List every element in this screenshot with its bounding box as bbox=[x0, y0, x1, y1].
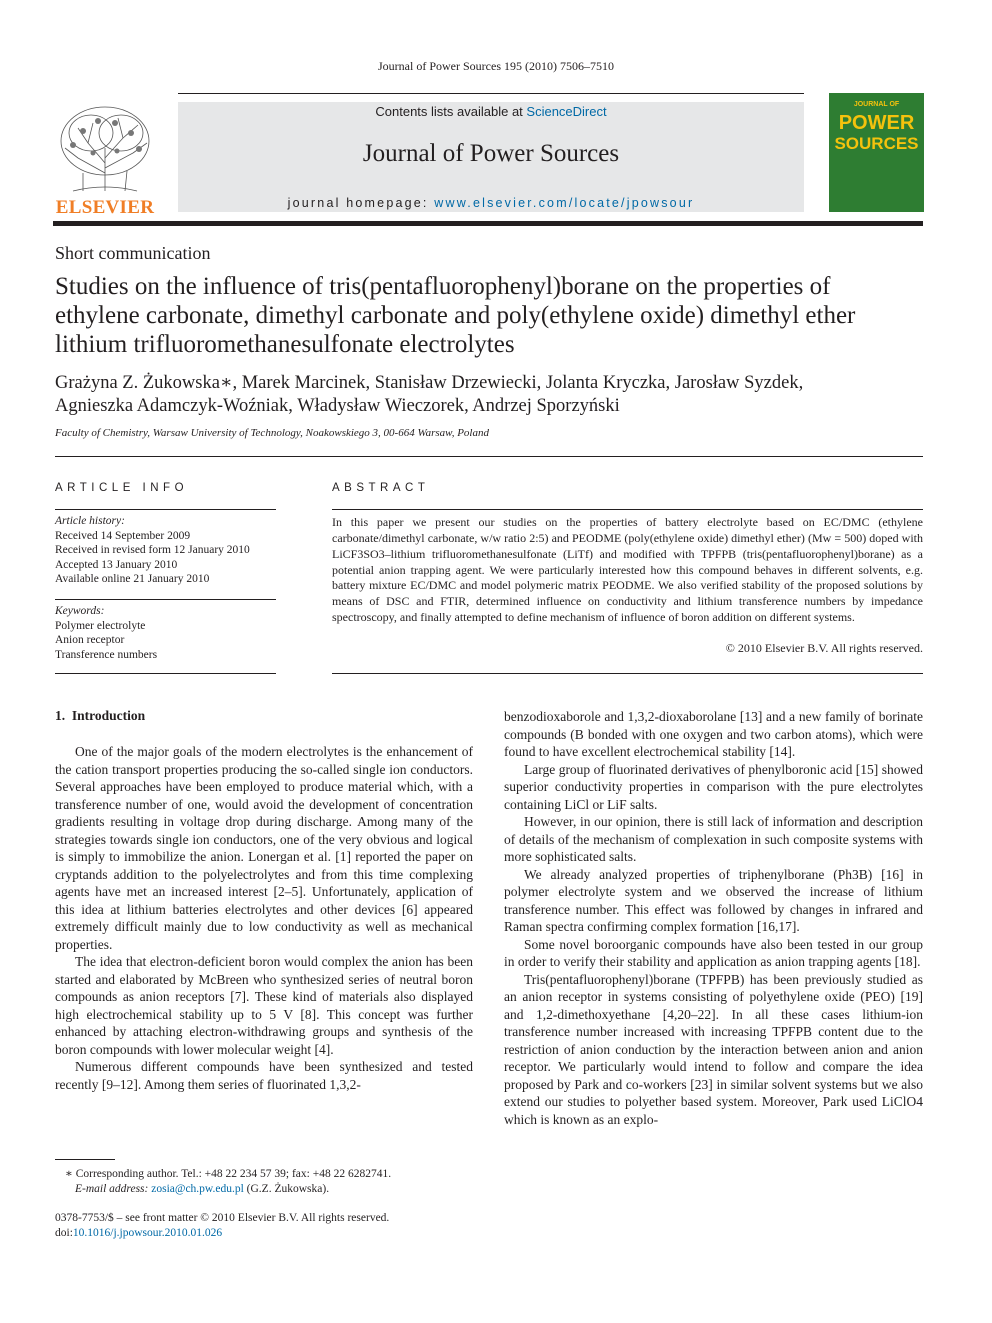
abstract-bottom-rule bbox=[332, 673, 923, 674]
journal-title: Journal of Power Sources bbox=[362, 140, 620, 167]
paragraph: However, in our opinion, there is still lack of information and description of details of the mechanism of complexation in such composite systems with more sophisticated salts. bbox=[504, 814, 923, 864]
section-heading bbox=[55, 708, 145, 724]
issn-line: 0378-7753/$ – see front matter © 2010 Elsevier B.V. All rights reserved. bbox=[55, 1212, 390, 1224]
doi-link[interactable]: 10.1016/j.jpowsour.2010.01.026 bbox=[72, 1227, 223, 1239]
right-column bbox=[504, 708, 923, 1128]
email-line bbox=[55, 1182, 475, 1197]
homepage-prefix: journal homepage: bbox=[287, 196, 435, 210]
doi-label: doi: bbox=[55, 1227, 73, 1239]
keywords bbox=[55, 604, 276, 662]
authors-line: Grażyna Z. Żukowska∗, Marek Marcinek, Stanisław Drzewiecki, Jolanta Kryczka, Jarosław Syzdek, bbox=[55, 373, 804, 393]
article-type: Short communication bbox=[55, 243, 211, 263]
keyword: Transference numbers bbox=[55, 648, 158, 661]
corresponding-author-footnote bbox=[55, 1167, 475, 1197]
article-title bbox=[55, 272, 935, 359]
article-info-heading: ARTICLE INFO bbox=[55, 482, 189, 494]
contents-line bbox=[178, 104, 804, 119]
paragraph: benzodioxaborole and 1,3,2-dioxaborolane [13] and a new family of borinate compounds (B bonded with one oxygen and two carbon atoms), which were found to have excellent electrochemical stability [14]. bbox=[504, 709, 923, 759]
cover-line-3: SOURCES bbox=[834, 134, 919, 153]
corresponding-author: ∗ Corresponding author. Tel.: +48 22 234 57 39; fax: +48 22 6282741. bbox=[65, 1168, 392, 1180]
keywords-rule bbox=[55, 599, 276, 600]
journal-citation: Journal of Power Sources 195 (2010) 7506–7510 bbox=[378, 59, 614, 73]
keyword: Polymer electrolyte bbox=[55, 619, 146, 632]
contents-prefix: Contents lists available at bbox=[375, 104, 527, 119]
front-matter bbox=[55, 1211, 475, 1241]
title-line: lithium trifluoromethanesulfonate electrolytes bbox=[55, 331, 515, 358]
left-column bbox=[55, 743, 473, 1093]
paragraph: Tris(pentafluorophenyl)borane (TPFPB) has been previously studied as an anion receptor in systems consisting of polyethylene oxide (PEO) [19] and 1,2-dimethoxyethane [4,20–22]. In all these cases lithium-ion transference number increased with increasing TPFPB content due to the restriction of anion conduction by the interaction between anion and anion receptor. We particularly would intend to follow and compare the idea proposed by Park and co-workers [23] in similar solvent systems but we also extend our studies to polyether based system. Moreover, Park used LiClO4 which is known as an explo- bbox=[504, 971, 923, 1127]
article-info-rule bbox=[55, 509, 276, 510]
paragraph: We already analyzed properties of triphenylborane (Ph3B) [16] in polymer electrolyte system and we observed the increase of lithium transference number. This effect was followed by changes in infrared and Raman spectra confirming complex formation [16,17]. bbox=[504, 866, 923, 934]
authors-line: Agnieszka Adamczyk-Woźniak, Władysław Wieczorek, Andrzej Sporzyński bbox=[55, 396, 620, 416]
author-list bbox=[55, 372, 925, 418]
history-item: Received in revised form 12 January 2010 bbox=[55, 544, 250, 556]
header-divider bbox=[53, 221, 923, 226]
paragraph: One of the major goals of the modern electrolytes is the enhancement of the cation transport properties producing the so-called single ion conductors. Several approaches have been employed to produce material which, with a transference number of one, would avoid the development of concentration gradients resulting in voltage drop during discharge. Among many of the strategies towards single ion conductors, one of the very obvious and logical is simply to immobilize the anion. Lonergan et al. [1] reported the paper on cryptands addition to the polyelectrolytes and from this time complexing agents have met an increased interest [2–5]. Unfortunately, application of this idea at lithium batteries electrolytes and other devices [6] appeared extremely difficult mainly due to low conductivity as well as mechanical properties. bbox=[55, 744, 473, 952]
homepage-link[interactable]: www.elsevier.com/locate/jpowsour bbox=[434, 196, 695, 210]
journal-cover bbox=[829, 93, 924, 212]
abstract-heading: ABSTRACT bbox=[332, 482, 430, 494]
doi-line bbox=[55, 1226, 475, 1241]
cover-line-2: POWER bbox=[838, 112, 915, 134]
history-item: Received 14 September 2009 bbox=[55, 529, 191, 542]
article-history bbox=[55, 514, 276, 587]
elsevier-wordmark: ELSEVIER bbox=[55, 197, 155, 218]
paragraph: Some novel boroorganic compounds have also been tested in our group in order to verify their stability and application as anion trapping agents [18]. bbox=[504, 936, 923, 969]
history-item: Accepted 13 January 2010 bbox=[55, 558, 178, 571]
paragraph: Numerous different compounds have been synthesized and tested recently [9–12]. Among them series of fluorinated 1,3,2- bbox=[55, 1059, 473, 1092]
title-line: Studies on the influence of tris(pentafluorophenyl)borane on the properties of bbox=[55, 273, 831, 300]
header-rule bbox=[178, 93, 804, 94]
email-label: E-mail address: bbox=[75, 1183, 152, 1195]
abstract-copyright: © 2010 Elsevier B.V. All rights reserved. bbox=[725, 641, 923, 655]
paragraph: The idea that electron-deficient boron would complex the anion has been started and elaborated by McBreen who synthesized series of neutral boron compounds as anion receptors [7]. These kind of materials also displayed high electrochemical stability up to 5 V [8]. This concept was further enhanced by attaching electron-withdrawing groups and synthesis of the boron compounds with lower molecular weight [4]. bbox=[55, 954, 473, 1057]
keywords-label: Keywords: bbox=[55, 605, 105, 617]
email-suffix: (G.Z. Żukowska). bbox=[243, 1183, 330, 1195]
email-link[interactable]: zosia@ch.pw.edu.pl bbox=[151, 1183, 244, 1195]
section-title: Introduction bbox=[71, 708, 146, 723]
title-line: ethylene carbonate, dimethyl carbonate and poly(ethylene oxide) dimethyl ether bbox=[55, 302, 856, 329]
abstract-text: In this paper we present our studies on the properties of battery electrolyte based on EC/DMC (ethylene carbonate/dimethyl carbonate, w/w ratio 2:5) and PEODME (poly(ethylene oxide) dimethyl ether) (Mw = 500) doped with LiCF3SO3–lithium trifluoromethanesulfonate (LiTf) and modified with TPFPB (tris(pentafluorophenyl)borane) as a potential anion trapping agent. We were particularly interested how this compound behaves in different solvents, e.g. battery mixture EC/DMC and model polymeric matrix PEODME. We also verified stability of the proposed solutions by means of DSC and FTIR, determined influence on conductivity and lithium transference numbers by impedance spectroscopy, and finally attempted to define mechanism of influence of boron addition on different systems. bbox=[332, 515, 923, 625]
history-item: Available online 21 January 2010 bbox=[55, 573, 210, 585]
paragraph: Large group of fluorinated derivatives of phenylboronic acid [15] showed superior conductivity properties in comparison with the pure electrolytes containing LiCl or LiF salts. bbox=[504, 761, 923, 812]
history-label: Article history: bbox=[55, 515, 125, 527]
footnote-rule bbox=[55, 1159, 115, 1160]
affiliation: Faculty of Chemistry, Warsaw University of Technology, Noakowskiego 3, 00-664 Warsaw, Poland bbox=[55, 427, 489, 439]
title-block-rule bbox=[55, 456, 923, 457]
section-number: 1. bbox=[55, 708, 66, 723]
journal-homepage bbox=[178, 196, 804, 210]
abstract-rule bbox=[332, 509, 923, 510]
sciencedirect-link[interactable]: ScienceDirect bbox=[526, 104, 607, 119]
cover-line-1: JOURNAL OF bbox=[853, 101, 900, 108]
keyword: Anion receptor bbox=[55, 634, 125, 646]
article-info-bottom-rule bbox=[55, 673, 276, 674]
